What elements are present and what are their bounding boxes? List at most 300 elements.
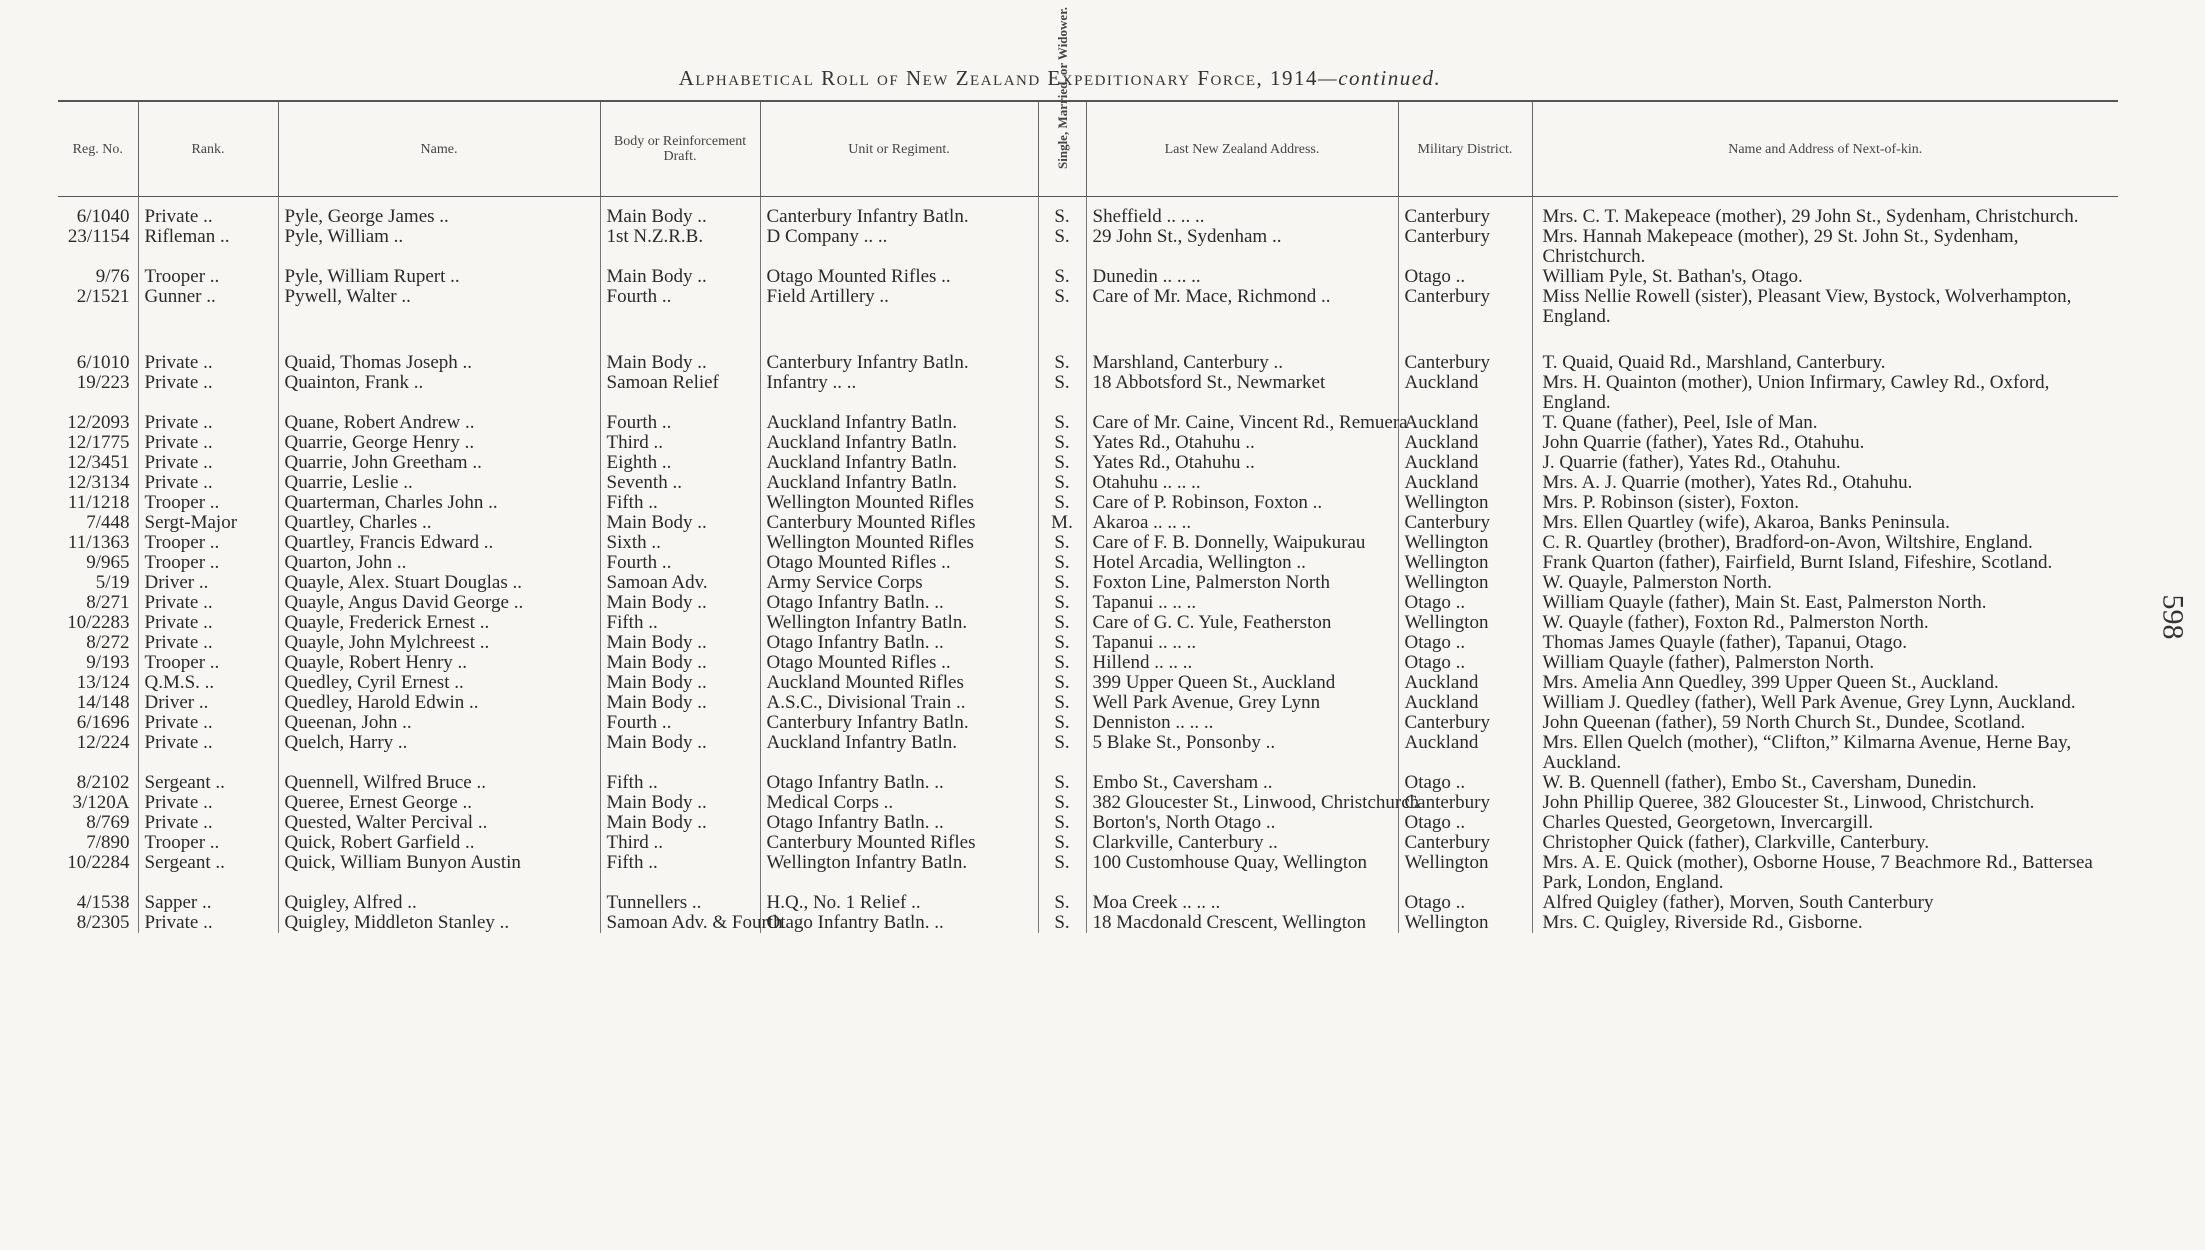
cell-rank: Private .. [138,813,278,833]
cell-unit: Army Service Corps [760,573,1038,593]
cell-name: Quainton, Frank .. [278,373,600,413]
cell-address: Embo St., Caversham .. [1086,773,1398,793]
cell-reg: 6/1040 [58,207,138,227]
header-reg: Reg. No. [58,101,138,197]
cell-name: Quarrie, Leslie .. [278,473,600,493]
cell-district: Wellington [1398,573,1532,593]
cell-kin: T. Quane (father), Peel, Isle of Man. [1542,412,1818,433]
table-row [58,553,2118,573]
cell-reg: 23/1154 [58,227,138,267]
cell-district: Canterbury [1398,353,1532,373]
cell-name: Quayle, John Mylchreest .. [278,633,600,653]
cell-reg: 9/76 [58,267,138,287]
cell-address: Well Park Avenue, Grey Lynn [1086,693,1398,713]
cell-unit: Auckland Infantry Batln. [760,433,1038,453]
cell-name: Quaid, Thomas Joseph .. [278,353,600,373]
cell-kin: Thomas James Quayle (father), Tapanui, Otago. [1542,632,1907,653]
header-sms-label: Single, Married, or Widower. [1054,6,1070,169]
cell-district: Otago .. [1398,813,1532,833]
cell-address: Borton's, North Otago .. [1086,813,1398,833]
header-unit: Unit or Regiment. [760,101,1038,197]
cell-rank: Trooper .. [138,533,278,553]
cell-body: Sixth .. [600,533,760,553]
cell-rank: Private .. [138,733,278,773]
cell-address: Hillend .. .. .. [1086,653,1398,673]
cell-body: Main Body .. [600,693,760,713]
cell-reg: 13/124 [58,673,138,693]
cell-sms: S. [1038,833,1086,853]
cell-name: Quarterman, Charles John .. [278,493,600,513]
cell-address: Marshland, Canterbury .. [1086,353,1398,373]
cell-unit: Auckland Infantry Batln. [760,453,1038,473]
table-row [58,473,2118,493]
header-kin: Name and Address of Next-of-kin. [1532,101,2118,197]
header-body: Body or Reinforcement Draft. [600,101,760,197]
table-row [58,833,2118,853]
cell-body: Main Body .. [600,513,760,533]
cell-unit: Canterbury Infantry Batln. [760,353,1038,373]
table-row [58,373,2118,413]
cell-address: 382 Gloucester St., Linwood, Christchurch [1086,793,1398,813]
cell-kin: Mrs. Ellen Quelch (mother), “Clifton,” Kilmarna Avenue, Herne Bay, Auckland. [1542,732,2072,773]
cell-kin: William Quayle (father), Main St. East, Palmerston North. [1542,592,1987,613]
cell-name: Quayle, Angus David George .. [278,593,600,613]
cell-body: Third .. [600,833,760,853]
table-row [58,413,2118,433]
cell-rank: Sergeant .. [138,773,278,793]
cell-rank: Private .. [138,793,278,813]
table-row [58,207,2118,227]
cell-kin: C. R. Quartley (brother), Bradford-on-Avon, Wiltshire, England. [1542,532,2033,553]
cell-kin: Mrs. H. Quainton (mother), Union Infirmary, Cawley Rd., Oxford, England. [1542,372,2050,413]
cell-unit: Auckland Infantry Batln. [760,413,1038,433]
cell-unit: Otago Infantry Batln. .. [760,813,1038,833]
cell-reg: 11/1218 [58,493,138,513]
cell-sms: S. [1038,207,1086,227]
cell-address: Foxton Line, Palmerston North [1086,573,1398,593]
cell-body: Fifth .. [600,493,760,513]
cell-sms: S. [1038,633,1086,653]
cell-name: Quartley, Francis Edward .. [278,533,600,553]
cell-district: Auckland [1398,473,1532,493]
cell-sms: S. [1038,693,1086,713]
cell-district: Wellington [1398,853,1532,893]
table-row [58,573,2118,593]
cell-sms: S. [1038,713,1086,733]
cell-body: Fifth .. [600,853,760,893]
cell-rank: Private .. [138,413,278,433]
cell-reg: 8/271 [58,593,138,613]
header-district: Military District. [1398,101,1532,197]
cell-reg: 12/3451 [58,453,138,473]
cell-sms: S. [1038,353,1086,373]
cell-sms: S. [1038,673,1086,693]
cell-unit: Otago Mounted Rifles .. [760,653,1038,673]
cell-address: 5 Blake St., Ponsonby .. [1086,733,1398,773]
cell-rank: Q.M.S. .. [138,673,278,693]
cell-kin: Mrs. A. E. Quick (mother), Osborne House, 7 Beachmore Rd., Battersea Park, London, England. [1542,852,2093,893]
cell-unit: A.S.C., Divisional Train .. [760,693,1038,713]
cell-rank: Trooper .. [138,493,278,513]
cell-rank: Trooper .. [138,653,278,673]
cell-name: Queree, Ernest George .. [278,793,600,813]
cell-reg: 6/1010 [58,353,138,373]
cell-reg: 9/193 [58,653,138,673]
cell-district: Wellington [1398,533,1532,553]
cell-body: Samoan Adv. & Fourth [600,913,760,933]
cell-sms: S. [1038,493,1086,513]
cell-unit: Wellington Infantry Batln. [760,613,1038,633]
cell-address: Akaroa .. .. .. [1086,513,1398,533]
cell-body: Main Body .. [600,733,760,773]
cell-reg: 12/224 [58,733,138,773]
spacer-row [58,327,2118,353]
cell-kin: William J. Quedley (father), Well Park Avenue, Grey Lynn, Auckland. [1542,692,2076,713]
cell-rank: Private .. [138,453,278,473]
cell-kin: John Queenan (father), 59 North Church St., Dundee, Scotland. [1542,712,2026,733]
cell-kin: William Quayle (father), Palmerston North. [1542,652,1875,673]
cell-sms: S. [1038,813,1086,833]
header-name: Name. [278,101,600,197]
cell-body: Fourth .. [600,713,760,733]
cell-rank: Gunner .. [138,287,278,327]
cell-name: Quedley, Harold Edwin .. [278,693,600,713]
cell-district: Wellington [1398,493,1532,513]
cell-name: Quane, Robert Andrew .. [278,413,600,433]
cell-unit: Canterbury Infantry Batln. [760,207,1038,227]
cell-sms: S. [1038,373,1086,413]
cell-kin: Mrs. P. Robinson (sister), Foxton. [1542,492,1800,513]
table-row [58,613,2118,633]
cell-reg: 9/965 [58,553,138,573]
cell-reg: 8/2102 [58,773,138,793]
cell-sms: S. [1038,653,1086,673]
cell-reg: 7/890 [58,833,138,853]
cell-unit: Otago Infantry Batln. .. [760,913,1038,933]
cell-unit: Otago Infantry Batln. .. [760,773,1038,793]
table-row [58,287,2118,327]
table-row [58,673,2118,693]
cell-rank: Private .. [138,433,278,453]
cell-unit: Wellington Mounted Rifles [760,533,1038,553]
cell-kin: W. B. Quennell (father), Embo St., Caversham, Dunedin. [1542,772,1977,793]
cell-body: Main Body .. [600,673,760,693]
cell-unit: Canterbury Mounted Rifles [760,833,1038,853]
cell-district: Auckland [1398,673,1532,693]
cell-sms: S. [1038,553,1086,573]
cell-sms: S. [1038,533,1086,553]
cell-reg: 3/120A [58,793,138,813]
cell-kin: Mrs. Amelia Ann Quedley, 399 Upper Queen St., Auckland. [1542,672,1999,693]
cell-reg: 14/148 [58,693,138,713]
cell-district: Canterbury [1398,713,1532,733]
cell-district: Canterbury [1398,833,1532,853]
cell-body: Fourth .. [600,413,760,433]
cell-address: Care of Mr. Mace, Richmond .. [1086,287,1398,327]
cell-reg: 19/223 [58,373,138,413]
cell-rank: Trooper .. [138,267,278,287]
cell-body: Main Body .. [600,353,760,373]
cell-body: 1st N.Z.R.B. [600,227,760,267]
cell-sms: S. [1038,267,1086,287]
cell-reg: 8/769 [58,813,138,833]
cell-district: Canterbury [1398,287,1532,327]
cell-name: Queenan, John .. [278,713,600,733]
cell-sms: S. [1038,287,1086,327]
cell-rank: Rifleman .. [138,227,278,267]
cell-address: Yates Rd., Otahuhu .. [1086,453,1398,473]
cell-kin: Mrs. A. J. Quarrie (mother), Yates Rd., Otahuhu. [1542,472,1913,493]
cell-body: Main Body .. [600,593,760,613]
cell-reg: 8/2305 [58,913,138,933]
table-row [58,513,2118,533]
cell-district: Wellington [1398,553,1532,573]
cell-body: Main Body .. [600,653,760,673]
cell-district: Canterbury [1398,793,1532,813]
cell-address: 18 Abbotsford St., Newmarket [1086,373,1398,413]
cell-rank: Private .. [138,373,278,413]
cell-body: Samoan Adv. [600,573,760,593]
cell-kin: Christopher Quick (father), Clarkville, Canterbury. [1542,832,1930,853]
cell-kin: W. Quayle, Palmerston North. [1542,572,1772,593]
cell-reg: 12/3134 [58,473,138,493]
cell-unit: Wellington Mounted Rifles [760,493,1038,513]
cell-address: Care of G. C. Yule, Featherston [1086,613,1398,633]
cell-rank: Private .. [138,207,278,227]
table-row [58,653,2118,673]
cell-sms: S. [1038,773,1086,793]
cell-kin: Alfred Quigley (father), Morven, South Canterbury [1542,892,1934,913]
cell-name: Quedley, Cyril Ernest .. [278,673,600,693]
table-body [58,197,2118,934]
cell-address: Care of F. B. Donnelly, Waipukurau [1086,533,1398,553]
cell-rank: Private .. [138,633,278,653]
cell-address: Tapanui .. .. .. [1086,633,1398,653]
cell-kin: J. Quarrie (father), Yates Rd., Otahuhu. [1542,452,1841,473]
cell-name: Pywell, Walter .. [278,287,600,327]
cell-reg: 2/1521 [58,287,138,327]
cell-rank: Private .. [138,593,278,613]
table-row [58,453,2118,473]
cell-body: Main Body .. [600,207,760,227]
table-row [58,693,2118,713]
cell-district: Auckland [1398,433,1532,453]
cell-district: Auckland [1398,413,1532,433]
cell-body: Main Body .. [600,813,760,833]
cell-unit: Wellington Infantry Batln. [760,853,1038,893]
cell-name: Quayle, Alex. Stuart Douglas .. [278,573,600,593]
table-row [58,353,2118,373]
cell-district: Canterbury [1398,513,1532,533]
cell-rank: Trooper .. [138,833,278,853]
cell-rank: Private .. [138,713,278,733]
cell-reg: 7/448 [58,513,138,533]
cell-district: Otago .. [1398,633,1532,653]
cell-name: Quigley, Alfred .. [278,893,600,913]
cell-district: Auckland [1398,373,1532,413]
cell-unit: Otago Mounted Rifles .. [760,553,1038,573]
cell-rank: Trooper .. [138,553,278,573]
cell-reg: 12/1775 [58,433,138,453]
cell-kin: Mrs. Ellen Quartley (wife), Akaroa, Banks Peninsula. [1542,512,1950,533]
table-row [58,633,2118,653]
cell-sms: S. [1038,793,1086,813]
cell-body: Fifth .. [600,613,760,633]
cell-body: Seventh .. [600,473,760,493]
table-row [58,433,2118,453]
cell-kin: Charles Quested, Georgetown, Invercargill. [1542,812,1874,833]
cell-address: Dunedin .. .. .. [1086,267,1398,287]
cell-address: 399 Upper Queen St., Auckland [1086,673,1398,693]
cell-unit: Canterbury Infantry Batln. [760,713,1038,733]
cell-unit: Field Artillery .. [760,287,1038,327]
cell-body: Main Body .. [600,633,760,653]
cell-sms: S. [1038,593,1086,613]
cell-name: Quarrie, John Greetham .. [278,453,600,473]
cell-address: Hotel Arcadia, Wellington .. [1086,553,1398,573]
cell-reg: 12/2093 [58,413,138,433]
cell-name: Quartley, Charles .. [278,513,600,533]
cell-sms: S. [1038,453,1086,473]
cell-name: Quelch, Harry .. [278,733,600,773]
table-row [58,227,2118,267]
table-row [58,533,2118,553]
cell-district: Auckland [1398,453,1532,473]
cell-rank: Sergt-Major [138,513,278,533]
cell-address: Denniston .. .. .. [1086,713,1398,733]
header-rank: Rank. [138,101,278,197]
cell-kin: Mrs. C. T. Makepeace (mother), 29 John St., Sydenham, Christchurch. [1542,206,2079,227]
cell-name: Quested, Walter Percival .. [278,813,600,833]
table-row [58,893,2118,913]
cell-reg: 10/2284 [58,853,138,893]
cell-sms: S. [1038,733,1086,773]
cell-body: Eighth .. [600,453,760,473]
title-continued: —continued. [1318,66,1442,90]
cell-rank: Driver .. [138,573,278,593]
cell-district: Wellington [1398,613,1532,633]
cell-body: Tunnellers .. [600,893,760,913]
cell-sms: S. [1038,227,1086,267]
cell-body: Main Body .. [600,793,760,813]
cell-name: Quayle, Robert Henry .. [278,653,600,673]
cell-sms: S. [1038,433,1086,453]
cell-reg: 11/1363 [58,533,138,553]
cell-sms: S. [1038,413,1086,433]
cell-unit: Infantry .. .. [760,373,1038,413]
cell-address: Sheffield .. .. .. [1086,207,1398,227]
table-row [58,593,2118,613]
header-address: Last New Zealand Address. [1086,101,1398,197]
cell-rank: Private .. [138,353,278,373]
cell-unit: Otago Infantry Batln. .. [760,593,1038,613]
cell-address: Care of Mr. Caine, Vincent Rd., Remuera [1086,413,1398,433]
cell-unit: Canterbury Mounted Rifles [760,513,1038,533]
cell-sms: S. [1038,473,1086,493]
cell-district: Auckland [1398,693,1532,713]
cell-unit: Medical Corps .. [760,793,1038,813]
table-row [58,493,2118,513]
cell-district: Otago .. [1398,267,1532,287]
cell-reg: 6/1696 [58,713,138,733]
cell-sms: S. [1038,893,1086,913]
cell-kin: John Phillip Queree, 382 Gloucester St., Linwood, Christchurch. [1542,792,2035,813]
page-number: 598 [2156,594,2190,640]
cell-name: Quarton, John .. [278,553,600,573]
cell-name: Quick, Robert Garfield .. [278,833,600,853]
table-row [58,813,2118,833]
table-row [58,853,2118,893]
cell-unit: Auckland Infantry Batln. [760,473,1038,493]
cell-address: 18 Macdonald Crescent, Wellington [1086,913,1398,933]
table-row [58,773,2118,793]
cell-body: Third .. [600,433,760,453]
cell-rank: Private .. [138,473,278,493]
cell-unit: H.Q., No. 1 Relief .. [760,893,1038,913]
cell-body: Samoan Relief [600,373,760,413]
cell-reg: 8/272 [58,633,138,653]
cell-kin: Mrs. Hannah Makepeace (mother), 29 St. John St., Sydenham, Christchurch. [1542,226,2019,267]
cell-district: Otago .. [1398,893,1532,913]
cell-name: Pyle, William .. [278,227,600,267]
cell-unit: Auckland Mounted Rifles [760,673,1038,693]
table-row [58,793,2118,813]
cell-name: Pyle, George James .. [278,207,600,227]
cell-kin: William Pyle, St. Bathan's, Otago. [1542,266,1803,287]
cell-reg: 5/19 [58,573,138,593]
cell-district: Canterbury [1398,207,1532,227]
cell-address: Clarkville, Canterbury .. [1086,833,1398,853]
cell-name: Quigley, Middleton Stanley .. [278,913,600,933]
cell-rank: Sapper .. [138,893,278,913]
cell-district: Otago .. [1398,773,1532,793]
table-row [58,267,2118,287]
cell-unit: Auckland Infantry Batln. [760,733,1038,773]
cell-address: Care of P. Robinson, Foxton .. [1086,493,1398,513]
cell-unit: Otago Mounted Rifles .. [760,267,1038,287]
table-row [58,713,2118,733]
cell-rank: Sergeant .. [138,853,278,893]
cell-rank: Driver .. [138,693,278,713]
cell-unit: D Company .. .. [760,227,1038,267]
cell-district: Auckland [1398,733,1532,773]
cell-name: Quarrie, George Henry .. [278,433,600,453]
cell-sms: S. [1038,853,1086,893]
cell-kin: Mrs. C. Quigley, Riverside Rd., Gisborne. [1542,912,1863,933]
table-row [58,913,2118,933]
cell-district: Wellington [1398,913,1532,933]
cell-address: Moa Creek .. .. .. [1086,893,1398,913]
cell-name: Quayle, Frederick Ernest .. [278,613,600,633]
cell-kin: Frank Quarton (father), Fairfield, Burnt Island, Fifeshire, Scotland. [1542,552,2053,573]
header-sms [1038,6,1086,197]
table-row [58,733,2118,773]
cell-district: Canterbury [1398,227,1532,267]
cell-body: Main Body .. [600,267,760,287]
cell-kin: Miss Nellie Rowell (sister), Pleasant View, Bystock, Wolverhampton, England. [1542,286,2072,327]
cell-reg: 4/1538 [58,893,138,913]
cell-reg: 10/2283 [58,613,138,633]
cell-sms: S. [1038,573,1086,593]
title-text: Alphabetical Roll of New Zealand Expeditionary Force, 1914 [678,66,1319,90]
cell-sms: S. [1038,613,1086,633]
cell-district: Otago .. [1398,593,1532,613]
cell-kin: John Quarrie (father), Yates Rd., Otahuhu. [1542,432,1865,453]
cell-sms: S. [1038,913,1086,933]
cell-address: 100 Customhouse Quay, Wellington [1086,853,1398,893]
cell-address: Yates Rd., Otahuhu .. [1086,433,1398,453]
cell-address: 29 John St., Sydenham .. [1086,227,1398,267]
